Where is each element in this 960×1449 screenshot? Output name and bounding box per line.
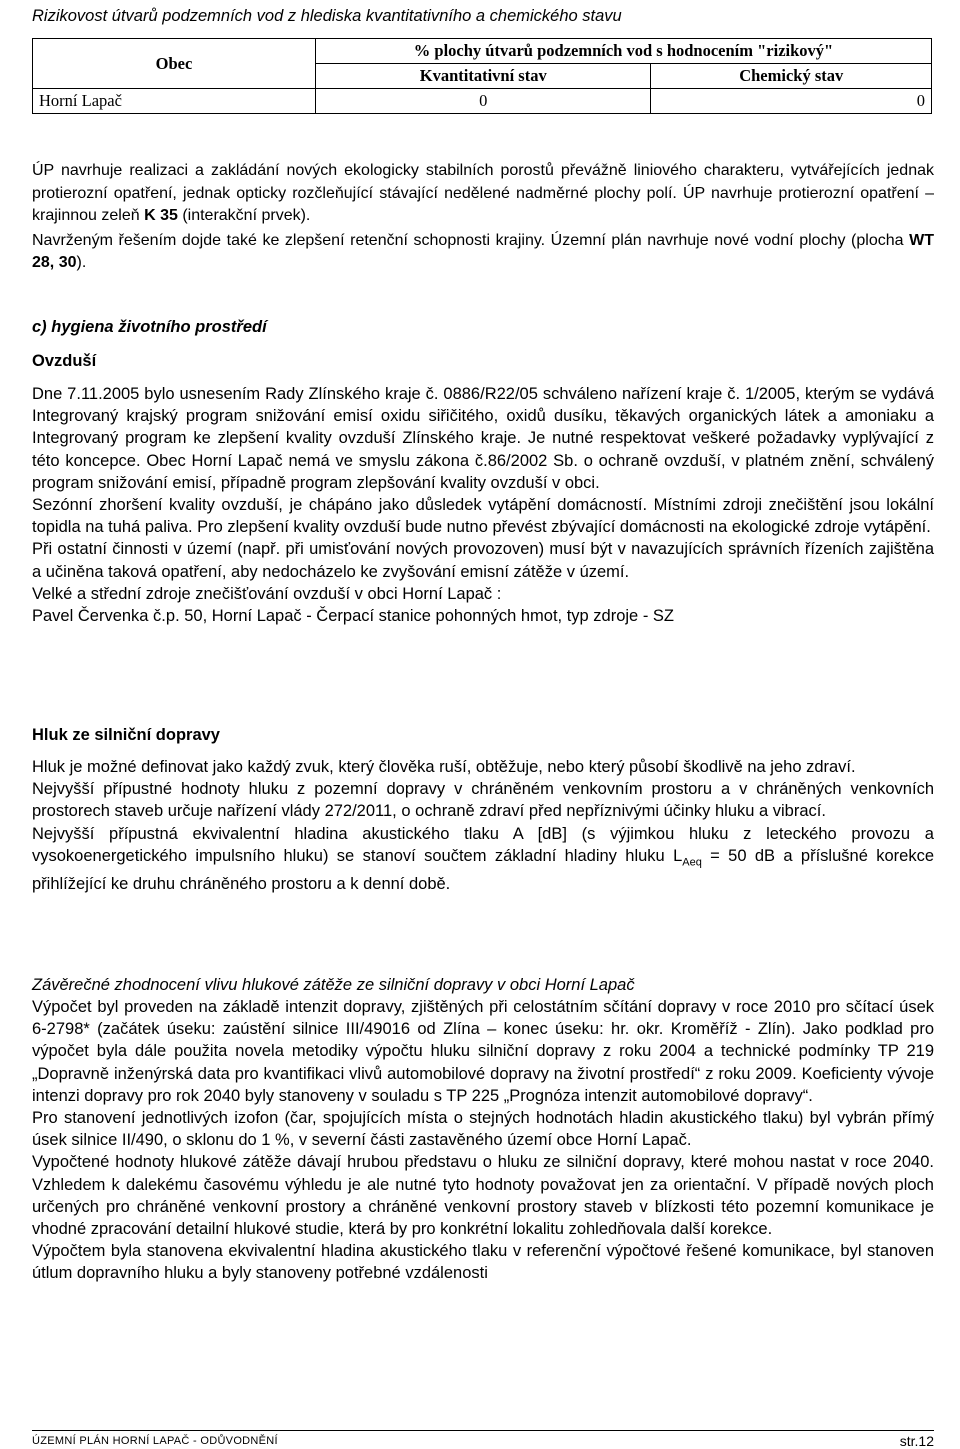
table-cell-chem: 0: [651, 89, 932, 114]
intro-block: [32, 160, 934, 275]
zaver-heading: Závěrečné zhodnocení vlivu hlukové zátěže ze silniční dopravy v obci Horní Lapač: [32, 976, 635, 994]
hluk-block: [32, 756, 934, 896]
hluk-paragraph-3: Nejvyšší přípustná ekvivalentní hladina akustického tlaku A [dB] (s výjimkou hluku z leteckého provozu a vysokoenergetického impulsního hluku) se stanoví součtem základní hladiny hluku $L_{Aeq} = 50$ dB a příslušné korekce přihlížející ke druhu chráněného prostoru a k denní době.: [32, 824, 934, 894]
zaver-paragraph-4: Výpočtem byla stanovena ekvivalentní hladina akustického tlaku v referenční výpočtové řešené komunikace, byl stanoven útlum dopravního hluku a byly stanoveny potřebné vzdálenosti: [32, 1242, 934, 1283]
zaver-heading-block: [32, 974, 934, 996]
ovzdusi-paragraph-4: Velké a střední zdroje znečišťování ovzduší v obci Horní Lapač :: [32, 584, 502, 603]
intro-paragraph-2: Navrženým řešením dojde také ke zlepšení retenční schopnosti krajiny. Územní plán navrhuje nové vodní plochy (plocha WT 28, 30).: [32, 231, 934, 272]
table-header-obec: Obec: [33, 39, 316, 89]
ovzdusi-block: [32, 383, 934, 627]
page-title: Rizikovost útvarů podzemních vod z hlediska kvantitativního a chemického stavu: [32, 7, 622, 25]
zaver-paragraph-3: Vypočtené hodnoty hlukové zátěže dávají hrubou představu o hluku ze silniční dopravy, které mohou nastat v roce 2040. Vzhledem k dalekému časovému výhledu je ale nutné tyto hodnoty považovat jen za orientační. V případě nových ploch určených pro chráněné venkovní prostory a chráněné venkovní prostory staveb v blízkosti této pozemní komunikace je vhodné zpracování detailní hlukové studie, která by pro konkrétní lokalitu zohledňovala další korekce.: [32, 1153, 934, 1239]
ovzdusi-paragraph-5: Pavel Červenka č.p. 50, Horní Lapač - Čerpací stanice pohonných hmot, typ zdroje - SZ: [32, 607, 674, 626]
table-cell-obec: Horní Lapač: [33, 89, 316, 114]
subsection-heading: [32, 350, 934, 372]
footer-document-name: ÚZEMNÍ PLÁN HORNÍ LAPAČ - ODŮVODNĚNÍ: [32, 1435, 278, 1447]
hluk-heading: Hluk ze silniční dopravy: [32, 726, 220, 744]
table-header-group: % plochy útvarů podzemních vod s hodnocením "rizikový": [316, 39, 932, 64]
section-heading: [32, 316, 934, 338]
zaver-paragraph-2: Pro stanovení jednotlivých izofon (čar, spojujících místa o stejných hodnotách hladin akustického tlaku) byl vybrán přímý úsek silnice II/490, o sklonu do 1 %, v severní části zastavěného území obce Horní Lapač.: [32, 1109, 934, 1150]
table-cell-quant: 0: [316, 89, 651, 114]
zaver-paragraph-1: Výpočet byl proveden na základě intenzit dopravy, zjištěných při celostátním sčítání dopravy v roce 2010 pro sčítací úsek 6-2798* (začátek úseku: zaústění silnice III/49016 od Zlína – konec úseku: hr. okr. Kroměříž - Zlín). Jako podklad pro výpočet byla dále použita novela metodiky výpočtu hluku silniční dopravy z roku 2004 a technické podmínky TP 219 „Dopravně inženýrská data pro kvantifikaci vlivů automobilové dopravy na životní prostředí“ z roku 2009. Koeficienty vývoje intenzi dopravy pro rok 2040 byly stanoveny v souladu s TP 225 „Prognóza intenzit automobilové dopravy“.: [32, 998, 934, 1105]
section-c-heading: c) hygiena životního prostředí: [32, 318, 267, 336]
ovzdusi-paragraph-1: Dne 7.11.2005 bylo usnesením Rady Zlínského kraje č. 0886/R22/05 schváleno nařízení kraje č. 1/2005, kterým se vydává Integrovaný krajský program snižování emisí oxidu siřičitého, oxidů dusíku, těkavých organických látek a amoniaku a Integrovaný program ke zlepšení kvality ovzduší Zlínského kraje. Je nutné respektovat veškeré požadavky vyplývající z této koncepce. Obec Horní Lapač nemá ve smyslu zákona č.86/2002 Sb. o ochraně ovzduší, v platném znění, schválený program snižování emisí, případně program zlepšování kvality ovzduší v obci.: [32, 385, 934, 492]
table-header-chem: Chemický stav: [651, 64, 932, 89]
hluk-paragraph-1: Hluk je možné definovat jako každý zvuk, který člověka ruší, obtěžuje, nebo který působí škodlivě na jeho zdraví.: [32, 758, 856, 776]
ovzdusi-heading: Ovzduší: [32, 352, 97, 370]
footer-page-number: str.12: [899, 1433, 934, 1449]
hluk-heading-block: [32, 724, 934, 746]
table-row: [33, 89, 932, 114]
zaver-block: [32, 996, 934, 1285]
ovzdusi-paragraph-3: Při ostatní činnosti v území (např. při umisťování nových provozoven) musí být v navazujících správních řízeních zajištěna a učiněna taková opatření, aby nedocházelo ke zvyšování emisní zátěže v území.: [32, 540, 934, 581]
page-footer: [32, 1430, 934, 1449]
table-header-quant: Kvantitativní stav: [316, 64, 651, 89]
ovzdusi-paragraph-2: Sezónní zhoršení kvality ovzduší, je chápáno jako důsledek vytápění domácností. Místními zdroji znečištění jsou lokální topidla na tuhá paliva. Pro zlepšení kvality ovzduší bude nutno převést zbývající domácnosti na ekologické zdroje vytápění.: [32, 496, 934, 537]
risk-table: [32, 38, 932, 114]
intro-paragraph-1: ÚP navrhuje realizaci a zakládání nových ekologicky stabilních porostů převážně liniového charakteru, vytvářejících jednak protierozní opatření, jednak opticky rozčleňující stávající nedělené nadměrné plochy polí. ÚP navrhuje protierozní opatření – krajinnou zeleň K 35 (interakční prvek).: [32, 162, 934, 225]
hluk-paragraph-2: Nejvyšší přípustné hodnoty hluku z pozemní dopravy v chráněném venkovním prostoru a v chráněných venkovních prostorech staveb určuje nařízení vlády 272/2011, o ochraně zdraví před nepříznivými účinky hluku a vibrací.: [32, 780, 934, 821]
